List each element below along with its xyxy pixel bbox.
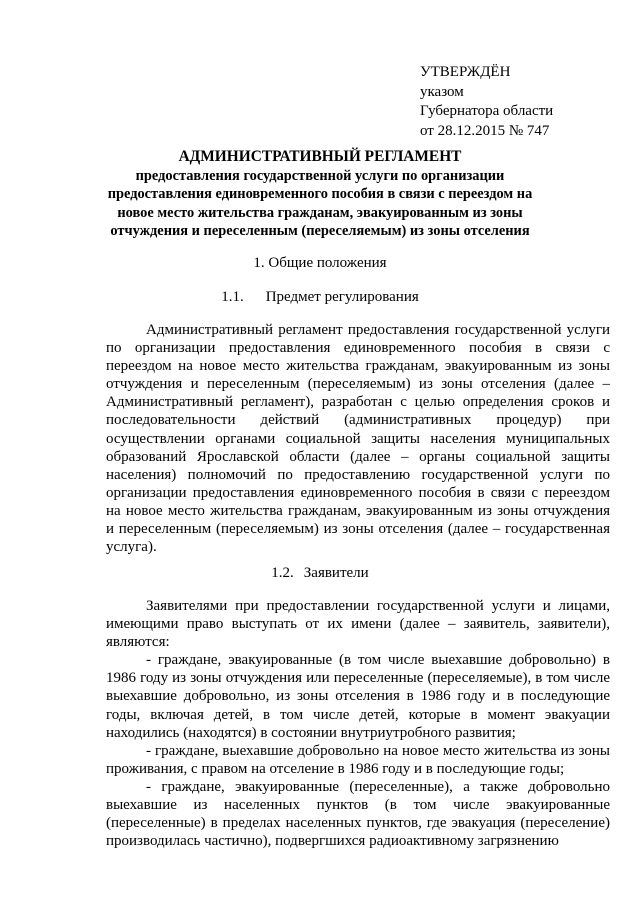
list-item: - граждане, эвакуированные (переселенные), а также добровольно выехавшие из населенных пунктов (в том числе эвакуированные (переселенные) в пределах населенных пунктов, где эвакуация (переселение) производилась частично), подвергшихся радиоактивному загрязнению	[106, 778, 610, 850]
approval-line-approved: УТВЕРЖДЁН	[420, 64, 511, 80]
subsection-title: Предмет регулирования	[265, 289, 419, 305]
subsection-title: Заявители	[303, 565, 369, 581]
document-title: АДМИНИСТРАТИВНЫЙ РЕГЛАМЕНТ	[178, 148, 462, 165]
paragraph-text: Административный регламент предоставления государственной услуги по организации предоставления единовременного пособия в связи с переездом на новое место жительства гражданам, эвакуированным из зоны отчуждения и переселенным (переселяемым) из зоны отселения (далее – Административный регламент), разработан с целью определения сроков и последовательности действий (административных процедур) при осуществлении органами социальной защиты населения муниципальных образований Ярославской области (далее – органы социальной защиты населения) полномочий по предоставлению государственной услуги по организации предоставления единовременного пособия в связи с переездом на новое место жительства гражданам, эвакуированным из зоны отчуждения и переселенным (переселяемым) из зоны отселения (далее – государственная услуга).	[106, 322, 610, 556]
subsection-number: 1.1.	[221, 289, 244, 305]
applicants-intro: Заявителями при предоставлении государственной услуги и лицами, имеющими право выступать от их имени (далее – заявитель, заявители), являются:	[106, 598, 610, 651]
approval-line-governor: Губернатора области	[420, 103, 554, 119]
approval-stamp	[420, 63, 630, 141]
approval-line-decree: указом	[420, 83, 464, 100]
section-heading-general: 1. Общие положения	[253, 255, 387, 271]
document-subtitle: предоставления государственной услуги по организации предоставления единовременного пособия в связи с переездом на новое место жительства гражданам, эвакуированным из зоны отчуждения и переселенным (переселяемым) из зоны отселения	[107, 168, 533, 240]
subsection-heading-1-2	[0, 564, 640, 582]
list-item: - граждане, эвакуированные (в том числе выехавшие добровольно) в 1986 году из зоны отчуждения или переселенные (переселяемые), в том числе выехавшие добровольно, из зоны отселения в 1986 году и в последующие годы, включая детей, в том числе детей, которые в момент эвакуации находились (находятся) в состоянии внутриутробного развития;	[106, 652, 610, 741]
paragraph-subject	[106, 321, 610, 556]
applicants-section	[106, 597, 610, 850]
approval-line-date: от 28.12.2015 № 747	[420, 122, 550, 139]
list-item: - граждане, выехавшие добровольно на новое место жительства из зоны проживания, с правом на отселение в 1986 году и в последующие годы;	[106, 742, 610, 777]
subsection-heading-1-1	[0, 288, 640, 306]
subsection-number: 1.2.	[271, 565, 294, 581]
